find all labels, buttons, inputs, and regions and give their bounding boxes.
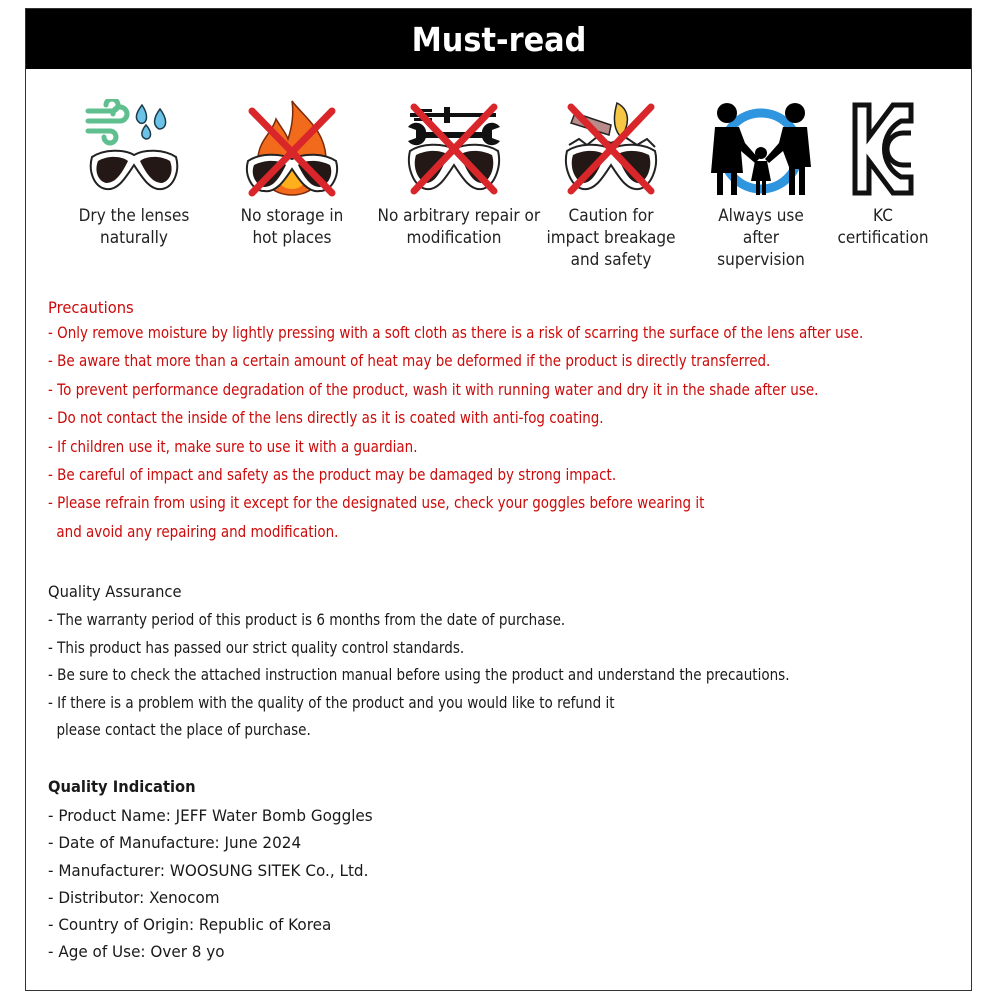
assurance-line-continued: please contact the place of purchase. [56, 720, 311, 739]
precaution-line: - Only remove moisture by lightly pressing with a soft cloth as there is a risk of scarring the surface of the lens after use. [48, 323, 864, 342]
indication-origin: - Country of Origin: Republic of Korea [48, 915, 332, 935]
icon-label-line: Always use [718, 206, 804, 226]
icon-label-line: certification [837, 228, 929, 248]
indication-manufacturer: - Manufacturer: WOOSUNG SITEK Co., Ltd. [48, 860, 369, 880]
must-read-panel [25, 8, 972, 991]
icon-label-line: naturally [99, 228, 168, 248]
quality-assurance-title: Quality Assurance [48, 582, 182, 601]
icon-label-line: No storage in [240, 206, 344, 226]
precautions-title: Precautions [48, 298, 134, 317]
icon-label-line: and safety [570, 250, 652, 270]
icon-row [26, 99, 971, 284]
indication-age: - Age of Use: Over 8 yo [48, 942, 225, 962]
assurance-line: - Be sure to check the attached instruction manual before using the product and understand the precautions. [48, 665, 790, 684]
quality-indication-title: Quality Indication [48, 777, 196, 796]
icon-item-kc [798, 99, 968, 249]
assurance-line: - This product has passed our strict quality control standards. [48, 637, 465, 657]
icon-label-line: modification [406, 228, 502, 248]
precaution-line: - Be careful of impact and safety as the product may be damaged by strong impact. [48, 465, 617, 485]
icon-label-kc [807, 205, 960, 249]
assurance-line: - If there is a problem with the quality of the product and you would like to refund it [48, 692, 615, 712]
icon-label-no-heat [216, 205, 369, 249]
icon-label-impact [535, 205, 688, 271]
impact-caution-icon [561, 99, 661, 199]
icon-label-line: No arbitrary repair or [377, 206, 541, 226]
icon-label-line: KC [873, 206, 893, 226]
no-repair-icon [404, 99, 504, 199]
quality-indication-section [48, 776, 961, 966]
precautions-section [48, 297, 961, 546]
icon-item-impact [526, 99, 696, 271]
icon-label-no-repair [377, 205, 541, 249]
icon-label-line: Dry the lenses [78, 206, 190, 226]
precaution-line: - If children use it, make sure to use it with a guardian. [48, 436, 418, 456]
precaution-line: - Do not contact the inside of the lens directly as it is coated with anti-fog coating. [48, 408, 604, 428]
icon-label-dry [58, 205, 211, 249]
icon-item-dry [49, 99, 219, 249]
indication-distributor: - Distributor: Xenocom [48, 887, 220, 907]
header-bar [26, 9, 971, 69]
icon-label-line: after [742, 228, 780, 248]
assurance-line: - The warranty period of this product is 6 months from the date of purchase. [48, 610, 566, 629]
icon-item-no-repair [369, 99, 539, 249]
precaution-line: - Please refrain from using it except for the designated use, check your goggles before wearing it [48, 493, 705, 513]
indication-product-name: - Product Name: JEFF Water Bomb Goggles [48, 806, 373, 825]
icon-item-no-heat [207, 99, 377, 249]
precaution-line: - Be aware that more than a certain amount of heat may be deformed if the product is directly transferred. [48, 351, 771, 371]
precaution-line: - To prevent performance degradation of the product, wash it with running water and dry it in the shade after use. [48, 379, 819, 399]
dry-lenses-icon [84, 99, 184, 199]
kc-certification-icon [833, 99, 933, 199]
icon-label-line: Caution for [568, 206, 654, 226]
quality-assurance-section [48, 581, 961, 744]
supervision-icon [711, 99, 811, 199]
precaution-line-continued: and avoid any repairing and modification. [56, 521, 339, 541]
indication-date: - Date of Manufacture: June 2024 [48, 833, 302, 853]
icon-label-line: impact breakage [546, 228, 676, 248]
icon-label-line: supervision [717, 250, 805, 270]
icon-label-line: hot places [252, 228, 332, 248]
no-heat-icon [242, 99, 342, 199]
page-title: Must-read [411, 19, 586, 59]
